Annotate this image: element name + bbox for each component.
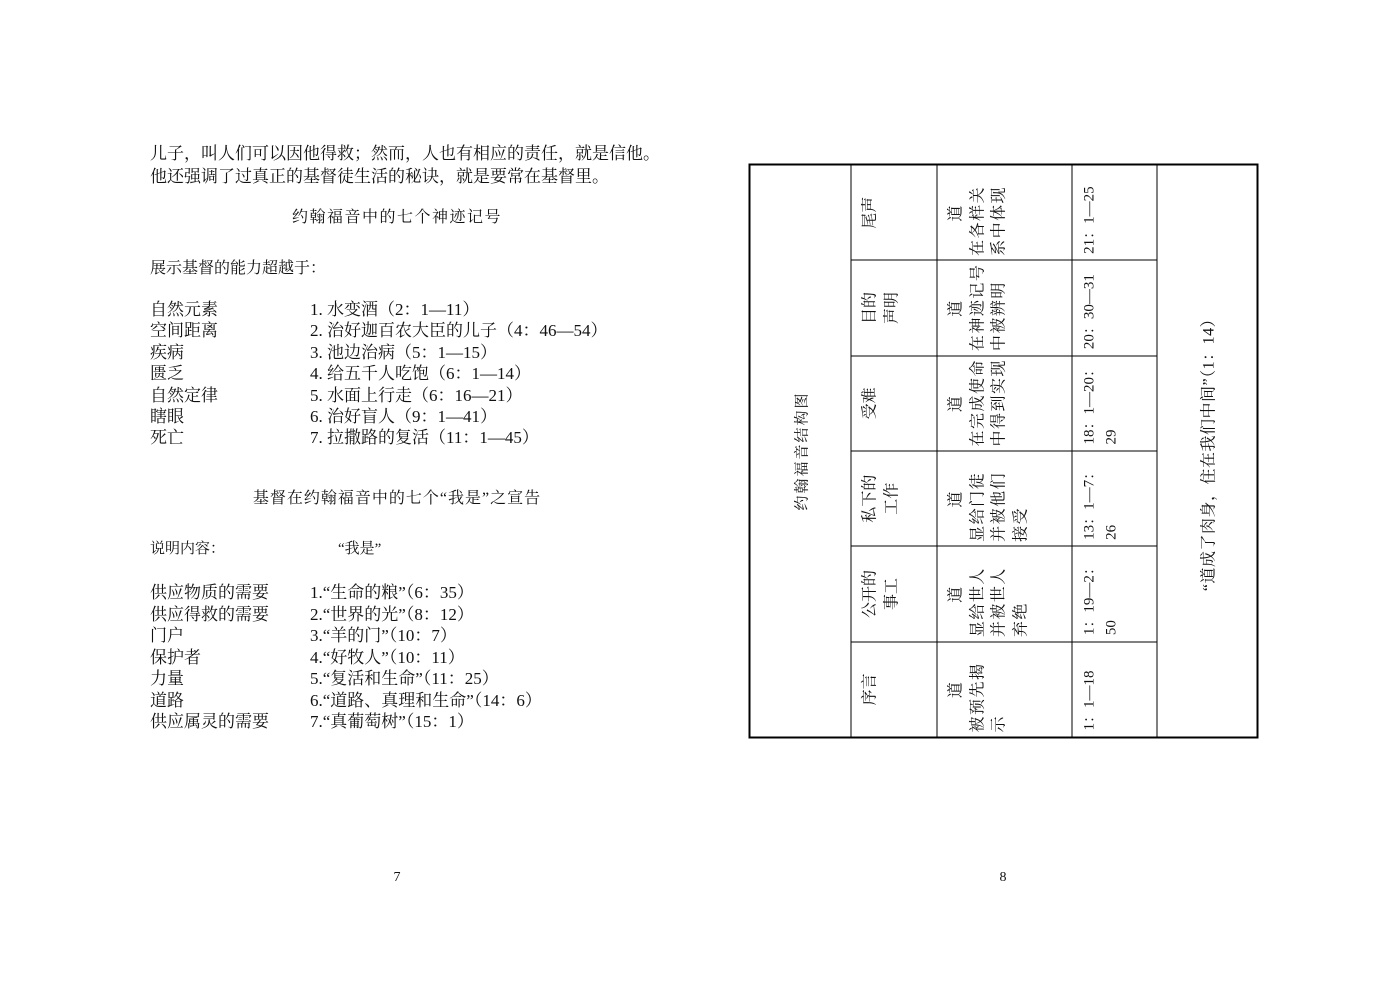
section-reference: 50 <box>1103 620 1120 636</box>
sign-realm: 自然元素 <box>150 300 218 319</box>
sign-text: 7. 拉撒路的复活（11：1—45） <box>310 428 539 448</box>
sign-row <box>150 363 630 384</box>
description-line: 系中体现 <box>990 185 1008 256</box>
page-number: 8 <box>999 870 1007 885</box>
sign-row <box>150 320 630 341</box>
i-am-statement: 5.“复活和生命”（11：25） <box>310 669 499 688</box>
i-am-list <box>150 582 630 733</box>
section-description-cell <box>938 356 1072 450</box>
section-reference: 21：1—25 <box>1081 186 1098 254</box>
sign-text: 2. 治好迦百农大臣的儿子（4：46—54） <box>310 321 608 341</box>
sign-row <box>150 385 630 406</box>
description-line: 并被他们 <box>990 471 1008 542</box>
sign-text: 6. 治好盲人（9：1—41） <box>310 406 497 426</box>
i-am-statement: 7.“真葡萄树”（15：1） <box>310 712 474 731</box>
sign-realm: 匮乏 <box>150 364 184 384</box>
description-head: 道 <box>947 299 965 317</box>
section-name: 受难 <box>861 387 879 420</box>
section-reference-cell <box>1073 166 1157 260</box>
i-am-meaning: 供应得救的需要 <box>150 604 269 624</box>
chart-title <box>751 166 851 737</box>
sign-row <box>150 299 630 320</box>
section-name-cell <box>852 547 937 641</box>
section-name: 公开的 <box>861 570 879 619</box>
sign-text: 5. 水面上行走（6：16—21） <box>310 385 523 405</box>
description-line: 中被辨明 <box>990 281 1008 352</box>
i-am-statement: 1.“生命的粮”（6：35） <box>310 583 474 602</box>
section-reference-cell <box>1073 452 1157 546</box>
theme-quote: “道成了肉身，住在我们中间”（1：14） <box>1200 310 1218 592</box>
description-head: 道 <box>947 203 965 222</box>
description-line: 显给门徒 <box>969 471 986 542</box>
signs-intro: 展示基督的能力超越于： <box>150 260 327 277</box>
i-am-heading: 基督在约翰福音中的七个“我是”之宣告 <box>252 490 542 507</box>
i-am-statement: 2.“世界的光”（8：12） <box>310 604 474 624</box>
section-name-cell <box>852 356 937 450</box>
i-am-statement: 4.“好牧人”（10：11） <box>310 647 465 667</box>
sign-realm: 疾病 <box>150 342 184 362</box>
description-head: 道 <box>947 680 965 699</box>
section-description-cell <box>938 547 1072 641</box>
right-page <box>700 0 1400 989</box>
i-am-column-labels <box>150 538 450 560</box>
description-head: 道 <box>947 394 965 413</box>
sign-realm: 自然定律 <box>150 385 218 405</box>
sign-realm: 空间距离 <box>150 321 218 341</box>
description-line: 显给世人 <box>969 567 986 638</box>
section-reference: 29 <box>1103 429 1120 445</box>
description-line: 示 <box>990 714 1008 733</box>
signs-list <box>150 299 630 449</box>
section-name-cell <box>852 261 937 355</box>
description-line: 被预先揭 <box>969 662 986 733</box>
section-reference: 20：30—31 <box>1081 274 1098 350</box>
description-head: 道 <box>947 489 965 508</box>
section-reference-cell <box>1073 261 1157 355</box>
section-description-cell <box>938 166 1072 260</box>
section-name: 私下的 <box>861 474 879 523</box>
i-am-meaning: 供应物质的需要 <box>150 583 269 602</box>
section-name: 尾声 <box>861 196 879 229</box>
section-name: 工作 <box>883 482 901 515</box>
section-name-cell <box>852 452 937 546</box>
gospel-structure-chart <box>749 164 1259 739</box>
i-am-meaning: 力量 <box>150 669 184 688</box>
description-head: 道 <box>947 585 965 603</box>
i-am-row <box>150 625 630 647</box>
sign-text: 3. 池边治病（5：1—15） <box>310 342 497 362</box>
section-reference: 13：1—7： <box>1081 464 1098 540</box>
section-name: 声明 <box>883 292 901 325</box>
theme-quote-cell <box>1158 166 1257 737</box>
section-reference: 1：19—2： <box>1081 560 1098 636</box>
paragraph-line: 他还强调了过真正的基督徒生活的秘诀，就是要常在基督里。 <box>150 167 609 186</box>
sign-realm: 瞎眼 <box>150 406 184 426</box>
sign-text: 1. 水变酒（2：1—11） <box>310 300 480 319</box>
sign-row <box>150 427 630 448</box>
section-name: 事工 <box>883 578 901 611</box>
description-line: 中得到实现 <box>990 358 1008 447</box>
i-am-row <box>150 647 630 669</box>
i-am-row <box>150 711 630 733</box>
section-name-cell <box>852 642 937 736</box>
section-reference: 18：1—20： <box>1081 361 1098 445</box>
i-am-meaning: 供应属灵的需要 <box>150 712 269 731</box>
i-am-meaning: 保护者 <box>150 647 201 667</box>
description-line: 在神迹记号 <box>969 263 986 352</box>
section-reference-cell <box>1073 642 1157 736</box>
i-am-meaning: 道路 <box>150 690 184 710</box>
sign-row <box>150 406 630 427</box>
section-reference: 1：1—18 <box>1081 670 1098 731</box>
section-reference-cell <box>1073 356 1157 450</box>
paragraph-line: 儿子，叫人们可以因他得救；然而，人也有相应的责任，就是信他。 <box>150 144 660 163</box>
section-name-cell <box>852 166 937 260</box>
i-am-label-meaning: 说明内容： <box>150 541 226 557</box>
description-line: 在完成使命 <box>969 358 986 447</box>
i-am-statement: 3.“羊的门”（10：7） <box>310 626 457 645</box>
section-reference-cell <box>1073 547 1157 641</box>
description-line: 并被世人 <box>990 567 1008 638</box>
i-am-statement: 6.“道路、真理和生命”（14：6） <box>310 690 542 710</box>
intro-paragraph <box>150 142 660 188</box>
chart-title-text: 约翰福音结构图 <box>794 391 810 511</box>
signs-heading: 约翰福音中的七个神迹记号 <box>291 209 502 226</box>
section-name: 目的 <box>861 292 879 325</box>
section-description-cell <box>938 261 1072 355</box>
sign-realm: 死亡 <box>150 428 184 448</box>
section-description-cell <box>938 452 1072 546</box>
sign-row <box>150 342 630 363</box>
sign-text: 4. 给五千人吃饱（6：1—14） <box>310 364 531 384</box>
i-am-meaning: 门户 <box>150 626 184 645</box>
section-reference: 26 <box>1103 524 1120 540</box>
description-line: 弃绝 <box>1012 602 1029 638</box>
description-line: 在各样关 <box>969 185 986 256</box>
page-number: 7 <box>393 870 401 885</box>
i-am-row <box>150 690 630 712</box>
i-am-row <box>150 582 630 604</box>
i-am-row <box>150 604 630 626</box>
section-description-cell <box>938 642 1072 736</box>
section-name: 序言 <box>861 673 879 706</box>
description-line: 接受 <box>1012 506 1029 542</box>
i-am-label-statement: “我是” <box>338 541 382 557</box>
i-am-row <box>150 668 630 690</box>
